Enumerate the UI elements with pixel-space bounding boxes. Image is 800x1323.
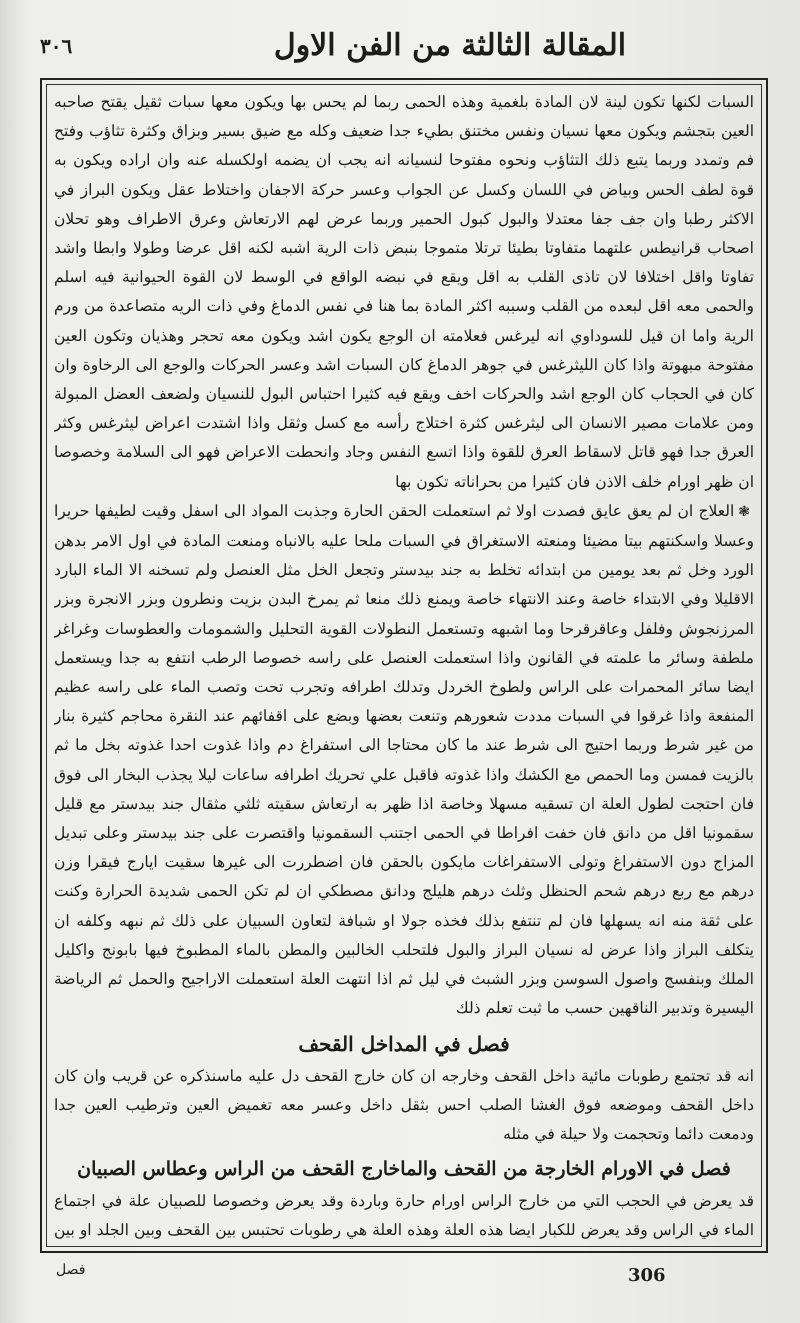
body-paragraph-treatment — [54, 497, 754, 1024]
flower-ornament-icon: ❃ — [738, 503, 750, 520]
body-paragraph-intro: السبات لكنها تكون لينة لان المادة بلغمية وهذه الحمى ربما لم يحس بها ويكون معها سبات ثقيل يقتح صاحبه العين بتجشم ويكون معها نسيان ونفس مختنق بطيء جدا ضعيف وكله مع ضيق بسير وبزاق وكثرة تثاؤب وفتح فم وتمدد وربما يتبع ذلك التثاؤب ونحوه مفتوحا لنسيانه انه يجب ان يضمه اولكسله عنه وان اراده ويكون به قوة لطف الحس وبياض في اللسان وكسل عن الجواب وعسر حركة الاجفان واختلاط عقل ويكون البراز في الاكثر رطبا وان جف جفا معتدلا والبول كبول الحمير وربما عرض لهم الارتعاش وعرق الاطراف وهو تحلان اصحاب قرانيطس علتهما متفاوتا بطيئا ترتلا متموجا بنبض ذات الرية اشبه لكنه اقل عرضا وطولا وابطا واشد تفاوتا واقل اختلافا لان تاذى القلب به اقل ويقع في نبضه الواقع في الوسط لان القوة الحيوانية فيه اسلم والحمى معه اقل لبعده من القلب وسببه اكثر المادة بما هنا في نفس الدماغ وفي ذات الريه متصاعدة من ورم الرية واما ان قيل للسوداوي انه ليرغس فعلامته ان الوجع يكون اشد ويكون معه تحجر وهذيان وتكون العين مفتوحة مبهوتة واذا كان الليثرغس في جوهر الدماغ كان السبات اشد وعسر الحركات والوجع الى الرخاوة وان كان في الحجاب كان الوجع اشد والحركات اخف ويقع فيه كثيرا احتباس البول للنسيان ولضعف العضل المبولة ومن علامات مصير الانسان الى ليثرغس كثرة اختلاج رأسه مع كسل وثقل واذا اشتدت اعراض ليثرغس وكثر العرق جدا فهو قاتل لاسقاط العرق للقوة واذا اتسع النفس وجاد وانحطت الاعراض فهو الى السلامة وخصوصا ان ظهر اورام خلف الاذن فان كثيرا من بحراناته تكون بها — [54, 93, 754, 491]
page-header — [40, 28, 760, 68]
text-frame — [40, 78, 768, 1253]
section-heading-2: فصل في الاورام الخارجة من القحف والماخارج القحف من الراس وعطاس الصبيان — [77, 1158, 731, 1181]
treatment-text: العلاج ان لم يعق عايق فصدت اولا ثم استعملت الحقن الحارة وجذبت المواد الى اسفل وقيت لطيفها حريرا وعسلا واسكنتهم بيتا مضيئا ومنعته الاستغراق في السبات ملحا عليه بالانباه ومنعت المادة في اول الامر بدهن الورد وخل ثم بعد يومين من ابتدائه تخلط به جند بيدستر وتجعل الخل مثل العنصل ولم تسخنه الا الماء البارد الاقليلا وفي الابتداء خاصة وعند الانتهاء خاصة ويمنع ذلك منعا ثم يمرخ البدن بزيت ونطرون وبزر الانجرة وبزر المرزنجوش وفلفل وعاقرقرحا وما اشبهه وتستعمل النطولات القوية التحليل والشمومات والعطوسات وغراغر ملطفة وسائر ما علمته في القانون واذا استعملت العنصل على راسه خصوصا الرطب انتفع به جدا ويستعمل ايضا سائر المحمرات على الراس ولطوخ الخردل وتدلك اطرافه وتجرب تحت وتصب الماء على راسه عظيم المنفعة واذا غرقوا في السبات مددت شعورهم وتنعت بعضها وبضع على اقفائهم عند النقرة محاجم كثيرة بنار من غير شرط وربما احتيج الى شرط عند ما كان محتاجا الى استفراغ دم واذا غذوت احدا غذوته بخل ما ثم بالزيت فمسن وما الحمص مع الكشك واذا غذوته فاقبل علي تحريك اطرافه ساعات ليلا يجذب البخار الى فوق فان احتجت لطول العلة ان تسقيه مسهلا وخاصة اذا ظهر به ارتعاش سقيته ثلثي مثقال جند بيدستر مع قليل سقمونيا اقل من دانق فان خفت افراطا في الحمى اجتنب السقمونيا واقتصرت على جند بيدستر وعلى تبديل المزاج دون الاستفراغ وتولى الاستفراغات مايكون بالحقن فان اضطررت الى غيرها سقيت ايارج فيقرا وزن درهم مع ربع درهم شحم الحنظل وثلث درهم هليلج ودانق مصطكي ان لم تكن الحمى شديدة الحرارة وكنت على ثقة منه انه يسهلها فان لم تنتفع بذلك فخذه جولا او شبافة لتعاون السبيان على ذلك ثم نبهه وكلفه ان يتكلف البراز واذا عرض له نسيان البراز والبول فلتحلب الخالبين والمطن بالماء المطبوخ فيها بابونج واكليل الملك وبنفسج واصول السوسن وبزر الشبث في ليل ثم اذا انتهت العلة استعملت الاراجيح والحمل ثم الرياضة اليسيرة وتدبير الناقهين حسب ما ثبت تعلم ذلك — [54, 501, 754, 1018]
page-number-top: ٣٠٦ — [40, 34, 73, 58]
catchword: فصل — [56, 1262, 86, 1278]
section-1-paragraph: انه قد تجتمع رطوبات مائية داخل القحف وخارجه ان كان خارج القحف دل عليه ماسنذكره عن قريب وان كان داخل القحف وموضعه فوق الغشا الصلب احس بثقل داخل وعسر معه تغميض العين وترطيب العين جدا ودمعت دائما وتحجمت ولا حيلة في مثله — [54, 1066, 754, 1143]
running-head: المقالة الثالثة من الفن الاول — [273, 28, 627, 63]
section-heading-1: فصل في المداخل القحف — [298, 1031, 510, 1056]
section-2-paragraph: قد يعرض في الحجب التي من خارج الراس اورام حارة وباردة وقد يعرض وخصوصا للصبيان علة في اجتماع الماء في الراس وقد يعرض للكبار ايضا هذه العلة وهذه العلة هي رطوبات تحتبس بين القحف وبين الجلد او بين — [54, 1192, 754, 1240]
text-block — [54, 88, 754, 1241]
page-number-bottom: 306 — [628, 1265, 666, 1286]
